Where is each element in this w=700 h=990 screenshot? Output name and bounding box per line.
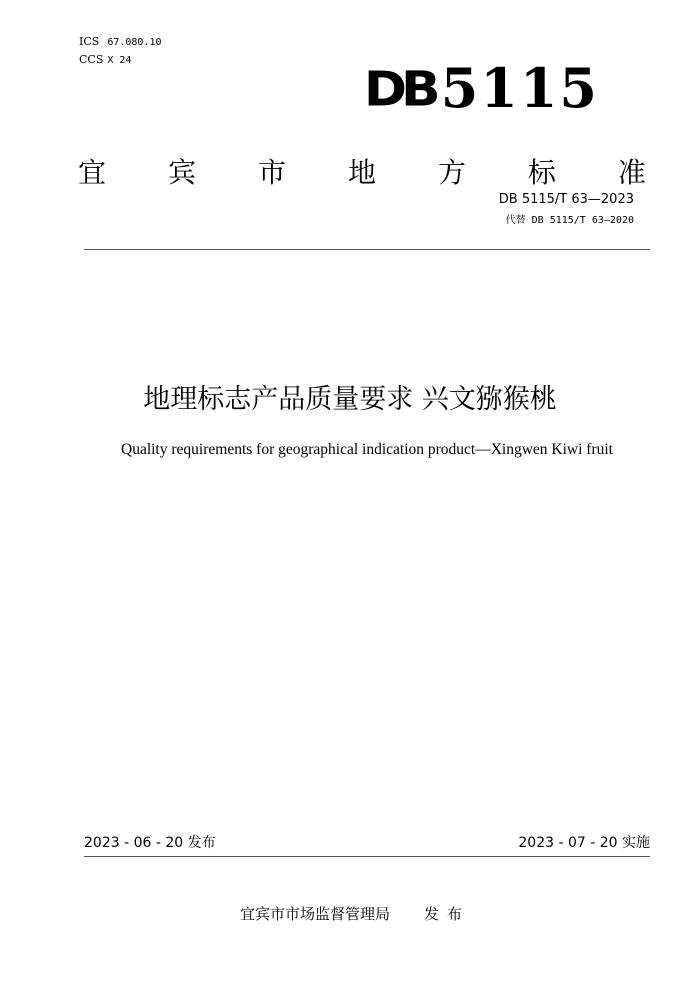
header-divider [84, 249, 650, 250]
publisher-name: 宜宾市市场监督管理局 [240, 905, 391, 923]
publisher-line [240, 904, 470, 924]
ics-value: 67.080.10 [107, 37, 162, 48]
standard-type-title [78, 155, 646, 191]
footer-divider [84, 856, 650, 857]
title-char: 地 [347, 156, 376, 189]
publisher-action: 发布 [424, 905, 471, 923]
title-char: 宾 [167, 156, 196, 189]
title-char: 方 [437, 156, 466, 189]
ics-label: ICS [79, 35, 100, 48]
db-logo [363, 56, 599, 120]
db-logo-letters: DB [363, 62, 435, 118]
title-char: 市 [257, 156, 286, 189]
replaces-standard: 代替 DB 5115/T 63—2020 [505, 215, 634, 226]
document-title-zh: 地理标志产品质量要求 兴文猕猴桃 [143, 384, 557, 415]
ccs-value: X 24 [107, 55, 132, 66]
db-logo-number: 5115 [440, 56, 599, 120]
publish-date: 2023 - 06 - 20 发布 [84, 835, 216, 851]
standard-code: DB 5115/T 63—2023 [498, 192, 634, 207]
document-title-en: Quality requirements for geographical indication product—Xingwen Kiwi fruit [121, 441, 613, 458]
implement-date: 2023 - 07 - 20 实施 [518, 835, 650, 851]
title-char: 宜 [78, 156, 107, 189]
ccs-line [79, 53, 131, 67]
ccs-label: CCS [79, 53, 104, 66]
ics-line [79, 35, 162, 49]
title-char: 准 [617, 156, 646, 189]
title-char: 标 [527, 156, 556, 189]
